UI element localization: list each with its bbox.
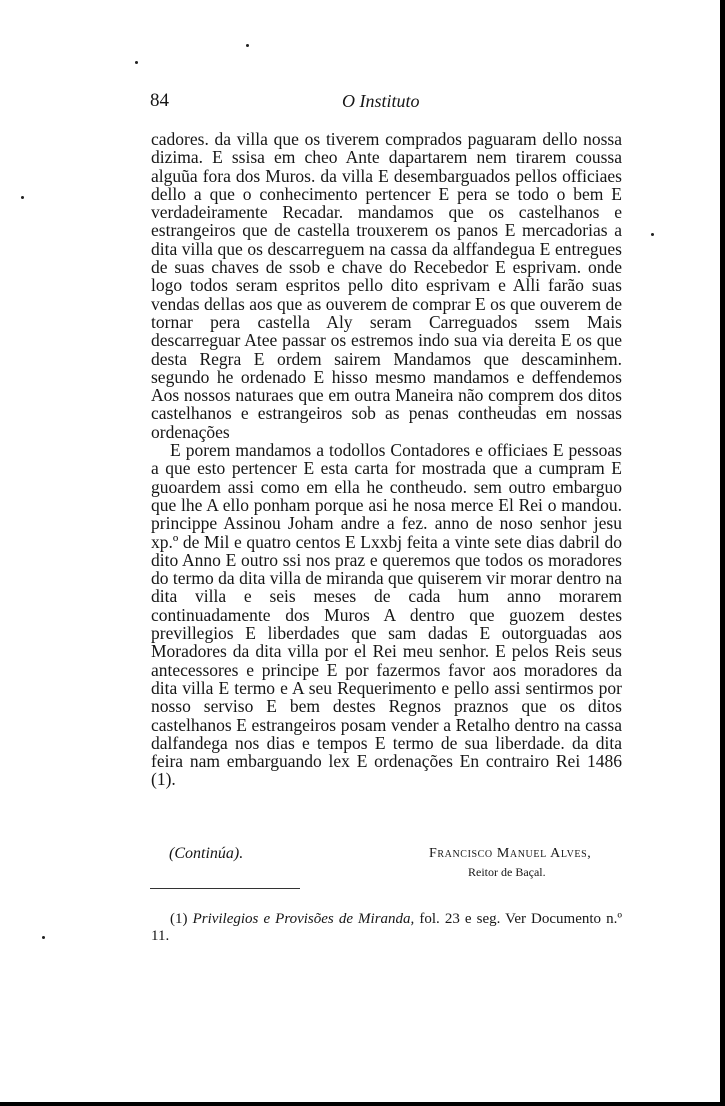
- signature-block: [151, 843, 622, 883]
- ink-speck: [651, 233, 654, 236]
- paragraph-2: E porem mandamos a todollos Contadores e officiaes E pessoas a que esto pertencer E esta carta for mostrada que a cumpram E guoardem assi como em ella he contheudo. sem outro embarguo que lhe A ello ponham porque asi he nosa merce El Rei o mandou. princippe Assinou Joham andre a fez. anno de noso senhor jesu xp.º de Mil e quatro centos E Lxxbj feita a vinte sete dias dabril do dito Anno E outro ssi nos praz e queremos que todos os moradores do termo da dita villa de miranda que quiserem vir morar dentro na dita villa e seis meses de cada hum anno morarem continuadamente dos Muros A dentro que guozem destes previllegios E liberdades que sam dadas E outorguadas aos Moradores da dita villa por el Rei meu senhor. E pelos Reis seus antecessores e principe E por fazermos favor aos moradores da dita villa E termo e A seu Requerimento e pello assi sentirmos por nosso serviso E bem destes Regnos praznos que os ditos castelhanos E estrangeiros posam vender a Retalho dentro na cassa dalfandega nos dias e tempos E termo de sua liberdade. da dita feira nam embarguando lex E ordenações En contrairo Rei 1486 (1).: [151, 440, 622, 790]
- paragraph-1: cadores. da villa que os tiverem comprados paguaram dello nossa dizima. E ssisa em cheo Ante dapartarem nem tirarem coussa alguũa fora dos Muros. da villa E desembarguados pellos officiaes dello a que o conhecimento pertencer E pera se todo o bem E verdadeiramente Recadar. mandamos que os castelhanos e estrangeiros que de castella trouxerem os panos E mercadorias a dita villa que os descarreguem na cassa da alffandegua E entregues de suas chaves de ssob e chave do Recebedor E esprivam. onde logo todos seram espritos pello dito esprivam e Alli farão suas vendas dellas aos que as ouverem de comprar E os que ouverem de tornar pera castella Aly seram Carreguados ssem Mais descarreguar Atee passar os estremos indo sua via dereita E os que desta Regra E ordem sairem Mandamos que descaminhem. segundo he ordenado E hisso mesmo mandamos e deffendemos Aos nossos naturaes que em outra Maneira não comprem dos ditos castelhanos e estrangeiros sob as penas contheudas em nossas ordenações: [151, 129, 622, 442]
- footnote-source-title: Privilegios e Provisões de Miranda,: [192, 911, 415, 927]
- ink-speck: [21, 196, 24, 199]
- page-number: 84: [150, 90, 169, 111]
- body-text: [151, 130, 622, 789]
- author-role: Reitor de Baçal.: [468, 865, 546, 879]
- footnote: [151, 911, 622, 945]
- running-title: O Instituto: [342, 91, 420, 111]
- footnote-marker: (1): [170, 911, 188, 927]
- footnote-divider: [150, 888, 300, 889]
- ink-speck: [246, 44, 249, 47]
- ink-speck: [42, 936, 45, 939]
- continued-note: (Continúa).: [169, 845, 244, 862]
- author-name: Francisco Manuel Alves,: [429, 846, 592, 861]
- footnote-reference: fol. 23 e seg. Ver Documento n.º 11.: [151, 911, 622, 944]
- page-header: [150, 90, 620, 116]
- ink-speck: [135, 61, 138, 64]
